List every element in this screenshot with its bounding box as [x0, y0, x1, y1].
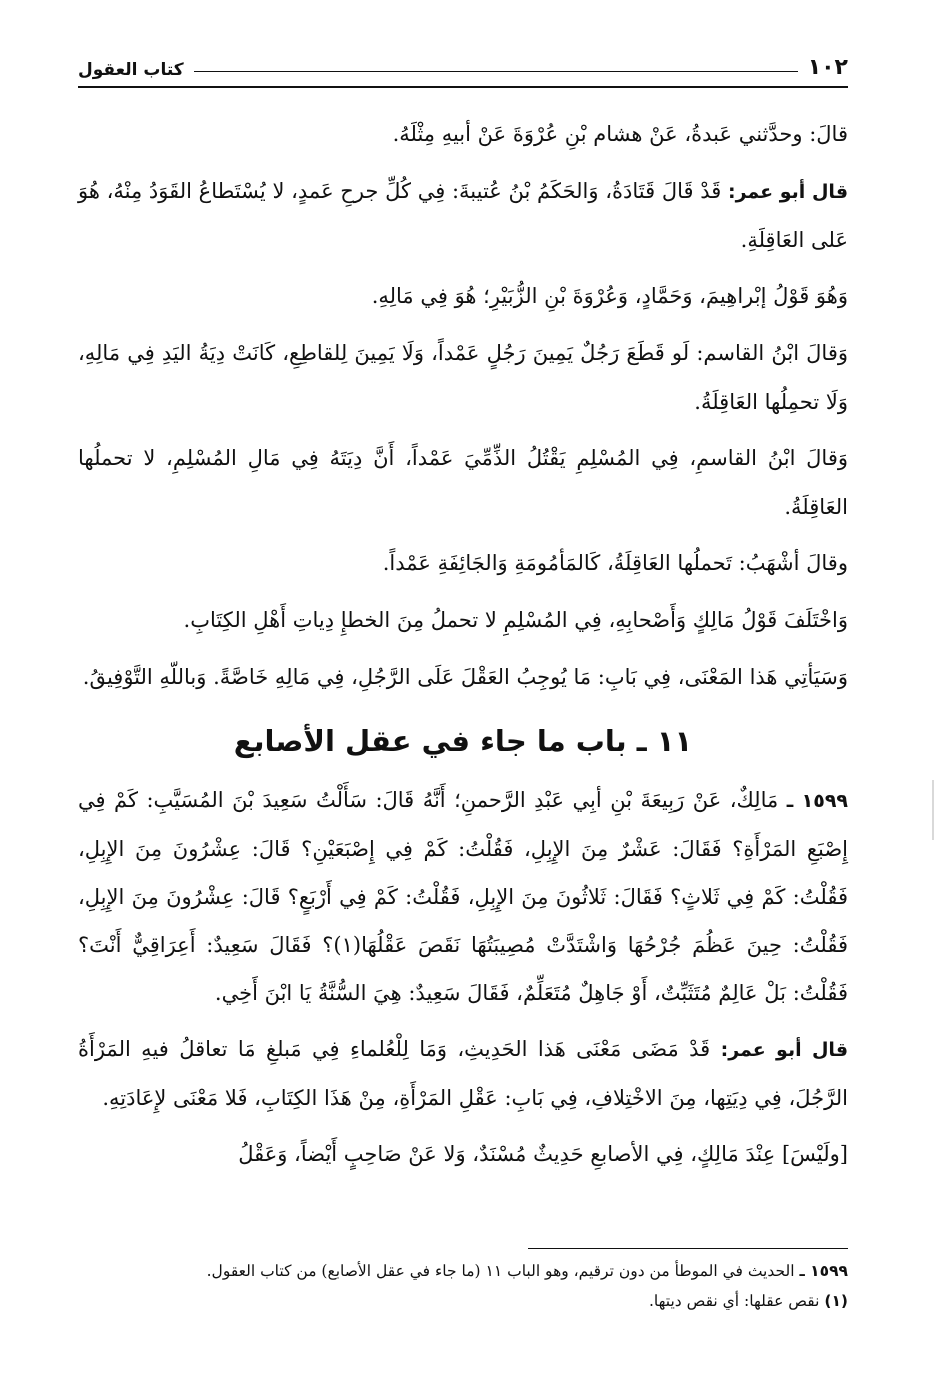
paragraph: قال أبو عمر: قَدْ مَضَى مَعْنَى هَذا الحَدِيثِ، وَمَا لِلْعُلماءِ فِي مَبلغِ مَا تعاقلُ فيهِ المَرْأَةُ الرَّجُلَ، فِي دِيَتِها، مِنَ الاخْتِلافِ، فِي بَابِ: عَقْلِ المَرْأَةِ، مِنْ هَذَا الكِتَابِ، فَلا مَعْنَى لإِعَادَتِهِ. — [78, 1037, 849, 1110]
main-text — [78, 110, 848, 1179]
footnote-divider — [528, 1248, 848, 1249]
hadith-number: ١٥٩٩ ـ — [786, 790, 849, 812]
footnotes — [78, 1256, 848, 1316]
paragraph: وَاخْتَلَفَ قَوْلُ مَالِكٍ وَأَصْحابِهِ، فِي المُسْلِمِ لا تحملُ مِنَ الخطإِ دِياتِ أَهْلِ الكِتَابِ. — [183, 608, 848, 632]
speaker-label: قال أبو عمر: — [720, 1039, 849, 1061]
paragraph: وَهُوَ قَوْلُ إبْراهِيمَ، وَحَمَّادٍ، وَعُرْوَةَ بْنِ الزُّبَيْرِ؛ هُوَ فِي مَالِهِ. — [371, 284, 848, 308]
paragraph: وقالَ أشْهَبُ: تَحملُها العَاقِلَةُ، كَالمَأمُومَةِ وَالجَائِفَةِ عَمْداً. — [382, 551, 848, 575]
paragraph: وَقالَ ابْنُ القاسم: لَو قَطَعَ رَجُلٌ يَمِينَ رَجُلٍ عَمْداً، وَلَا يَمِينَ لِلقاطِعِ، كَانَتْ دِيَةُ اليَدِ فِي مَالِهِ، وَلَا تحمِلُها العَاقِلَةُ. — [78, 341, 848, 414]
paragraph: [ولَيْسَ] عِنْدَ مَالِكٍ، فِي الأصابعِ حَدِيثٌ مُسْنَدٌ، وَلا عَنْ صَاحِبٍ أَيْضاً، وَعَقْلُ — [238, 1142, 848, 1166]
book-title: كتاب العقول — [78, 60, 184, 80]
footnote-number: ١٥٩٩ ـ — [799, 1262, 848, 1280]
speaker-label: قال أبو عمر: — [727, 181, 849, 203]
footnote-text: الحديث في الموطأ من دون ترقيم، وهو الباب ١١ (ما جاء في عقل الأصابع) من كتاب العقول. — [206, 1262, 800, 1280]
page-edge-mark — [932, 780, 934, 840]
footnote — [78, 1286, 848, 1316]
paragraph: قالَ: وحدَّثني عَبدةُ، عَنْ هشام بْنِ عُرْوَةَ عَنْ أبيهِ مِثْلَهُ. — [392, 122, 848, 146]
header-rule — [194, 71, 798, 72]
running-head — [78, 40, 848, 88]
page-number: ١٠٢ — [807, 55, 848, 80]
paragraph: وَسَيَأتِي هَذا المَعْنَى، فِي بَابِ: مَا يُوجِبُ العَقْلَ عَلَى الرَّجُلِ، فِي مَالِهِ خَاصَّةً. وَباللّهِ التَّوْفِيقُ. — [82, 665, 848, 689]
chapter-heading: ١١ ـ باب ما جاء في عقل الأصابع — [233, 724, 693, 758]
book-page — [78, 40, 848, 1187]
footnote-text: نقص عقلها: أي نقص ديتها. — [648, 1292, 825, 1310]
paragraph: وَقالَ ابْنُ القاسمِ، فِي المُسْلِمِ يَقْتُلُ الذِّمِّيَ عَمْداً، أَنَّ دِيَتَهُ فِي مَالِ المُسْلِمِ، لا تحملُها العَاقِلَةُ. — [78, 446, 848, 519]
footnote — [78, 1256, 848, 1286]
paragraph: قال أبو عمر: قَدْ قَالَ قَتَادَةُ، وَالحَكَمُ بْنُ عُتيبةَ: فِي كُلِّ جرحِ عَمدٍ، لا يُسْتَطاعُ القَوَدُ مِنْهُ، هُوَ عَلى العَاقِلَةِ. — [78, 179, 849, 252]
footnote-number: (١) — [824, 1292, 848, 1310]
hadith-paragraph: ١٥٩٩ ـ مَالِكٌ، عَنْ رَبِيعَةَ بْنِ أبِي عَبْدِ الرَّحمنِ؛ أَنَّهُ قَالَ: سَأَلْتُ سَعِيدَ بْنَ المُسَيَّبِ: كَمْ فِي إِصْبَعِ المَرْأَةِ؟ فَقَالَ: عَشْرٌ مِنَ الإِبِلِ، فَقُلْتُ: كَمْ فِي إِصْبَعَيْنِ؟ قَالَ: عِشْرُونَ مِنَ الإِبِلِ، فَقُلْتُ: كَمْ فِي ثَلاثٍ؟ فَقَالَ: ثَلاثُونَ مِنَ الإِبِلِ، فَقُلْتُ: كَمْ فِي أَرْبَعٍ؟ قَالَ: عِشْرُونَ مِنَ الإِبِلِ، فَقُلْتُ: حِينَ عَظُمَ جُرْحُهَا وَاشْتَدَّتْ مُصِيبَتُهَا نَقَصَ عَقْلُهَا(١)؟ فَقَالَ سَعِيدٌ: أَعِرَاقِيٌّ أَنْتَ؟ فَقُلْتُ: بَلْ عَالِمٌ مُتَثَبِّتٌ، أَوْ جَاهِلٌ مُتَعَلِّمٌ، فَقَالَ سَعِيدٌ: هِيَ السُّنَّةُ يَا ابْنَ أَخِي. — [78, 788, 849, 1005]
